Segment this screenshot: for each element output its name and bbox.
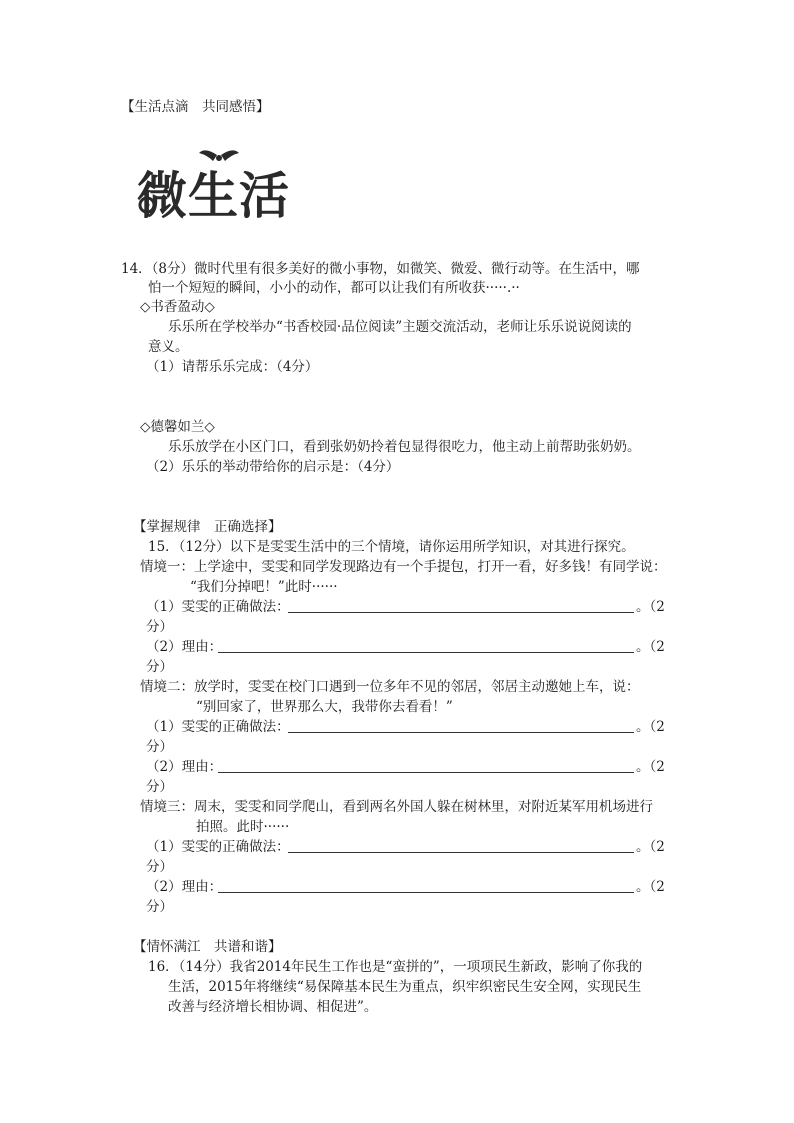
q15-s2-action-blank[interactable]: [288, 732, 634, 733]
q15-s3-action-label: （1）雯雯的正确做法：: [146, 839, 290, 855]
q15-s1-reason-end: 。（2: [636, 639, 665, 655]
q15-s3-reason-score: 分）: [146, 899, 173, 915]
q14-line1: 14．（8分）微时代里有很多美好的微小事物，如微笑、微爱、微行动等。在生活中，哪: [121, 261, 640, 277]
q15-s1-action-blank[interactable]: [288, 612, 634, 613]
q14-sub1-task: （1）请帮乐乐完成：（4分）: [146, 359, 319, 375]
q15-s1-action-end: 。（2: [636, 599, 665, 615]
q15-s3-reason-label: （2）理由：: [146, 879, 223, 895]
q16-line1: 16．（14分）我省2014年民生工作也是“蛮拼的”，一项项民生新政，影响了你我的: [148, 959, 643, 975]
q14-sub1-text2: 意义。: [148, 339, 189, 355]
q15-scenario1-line1: 情境一：上学途中，雯雯和同学发现路边有一个手提包，打开一看，好多钱！有同学说：: [140, 559, 667, 575]
section-header-rules: 【掌握规律 正确选择】: [133, 519, 282, 535]
q15-s3-action-score: 分）: [146, 859, 173, 875]
section-header-harmony: 【情怀满江 共谱和谐】: [133, 939, 282, 955]
q14-line2: 怕一个短短的瞬间，小小的动作，都可以让我们有所收获·····.··: [148, 280, 520, 296]
q14-sub2-text: 乐乐放学在小区门口，看到张奶奶拎着包显得很吃力，他主动上前帮助张奶奶。: [168, 439, 641, 455]
q15-s3-reason-blank[interactable]: [218, 892, 634, 893]
q15-s3-reason-end: 。（2: [636, 879, 665, 895]
q14-sub2-title: ◇德馨如兰◇: [140, 419, 215, 435]
q15-s1-action-score: 分）: [146, 619, 173, 635]
q15-s2-action-label: （1）雯雯的正确做法：: [146, 719, 290, 735]
q15-s2-action-end: 。（2: [636, 719, 665, 735]
q15-s1-reason-score: 分）: [146, 659, 173, 675]
q15-scenario3-line1: 情境三：周末，雯雯和同学爬山，看到两名外国人躲在树林里，对附近某军用机场进行: [140, 799, 653, 815]
q15-s3-action-end: 。（2: [636, 839, 665, 855]
q14-sub1-title: ◇书香盈动◇: [140, 299, 215, 315]
q14-sub2-task: （2）乐乐的举动带给你的启示是：（4分）: [146, 459, 400, 475]
q16-line3: 改善与经济增长相协调、相促进”。: [168, 999, 378, 1015]
q15-scenario2-line1: 情境二：放学时，雯雯在校门口遇到一位多年不见的邻居，邻居主动邀她上车，说：: [140, 679, 640, 695]
q14-sub1-text1: 乐乐所在学校举办“书香校园·品位阅读”主题交流活动，老师让乐乐说说阅读的: [168, 319, 632, 335]
q15-s2-reason-label: （2）理由：: [146, 759, 223, 775]
q15-s1-reason-blank[interactable]: [218, 652, 634, 653]
q15-s1-reason-label: （2）理由：: [146, 639, 223, 655]
q15-s3-action-blank[interactable]: [288, 852, 634, 853]
svg-text:微生活: 微生活: [137, 167, 290, 221]
q15-s2-reason-blank[interactable]: [218, 772, 634, 773]
q15-s2-reason-end: 。（2: [636, 759, 665, 775]
q15-scenario2-line2: “别回家了，世界那么大，我带你去看看！”: [196, 699, 453, 715]
q15-line1: 15．（12分）以下是雯雯生活中的三个情境，请你运用所学知识，对其进行探究。: [148, 539, 635, 555]
q15-s2-action-score: 分）: [146, 739, 173, 755]
wei-shenghuo-logo: [133, 145, 343, 221]
q15-scenario3-line2: 拍照。此时······: [196, 819, 290, 835]
wings-logo-icon: [133, 145, 343, 221]
section-header-life: 【生活点滴 共同感悟】: [121, 99, 270, 115]
q16-line2: 生活，2015年将继续“易保障基本民生为重点，织牢织密民生安全网，实现民生: [168, 979, 642, 995]
q15-s2-reason-score: 分）: [146, 779, 173, 795]
q15-scenario1-line2: “我们分掉吧！”此时······: [190, 579, 338, 595]
q15-s1-action-label: （1）雯雯的正确做法：: [146, 599, 290, 615]
